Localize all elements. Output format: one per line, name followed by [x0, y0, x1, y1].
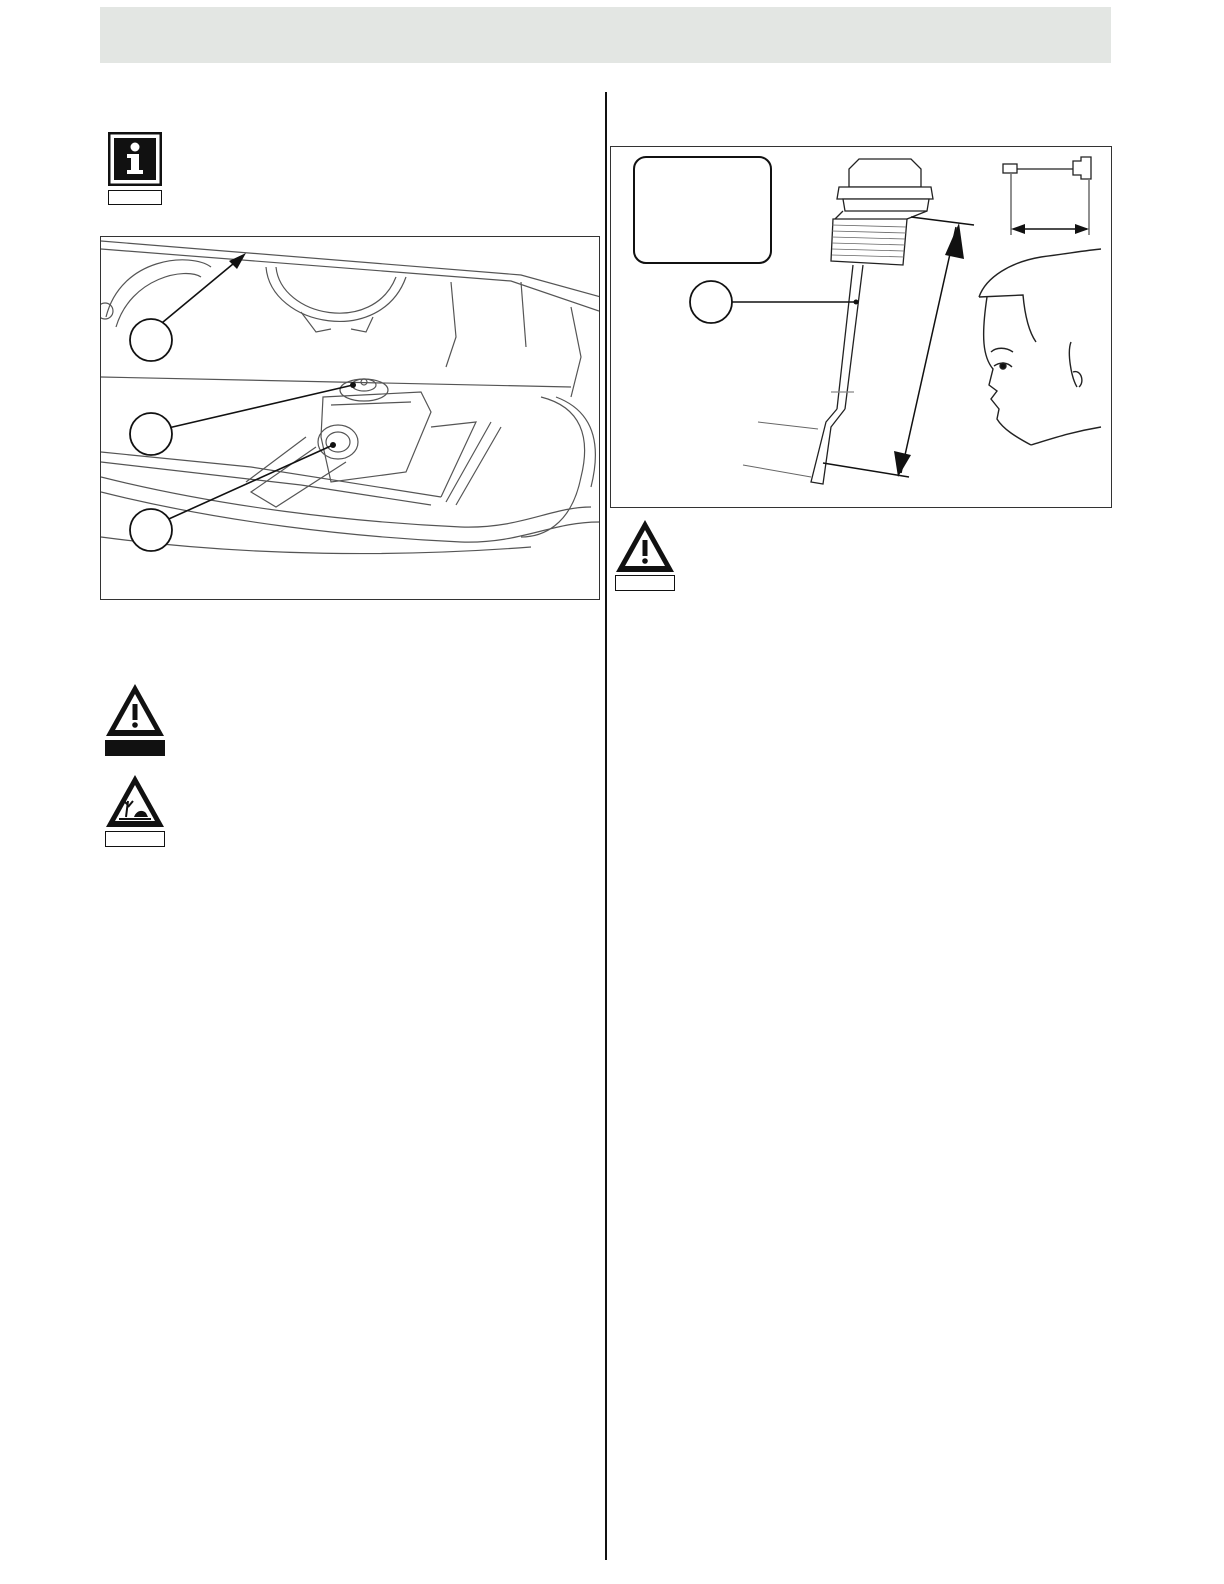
callout-dipstick	[690, 281, 732, 323]
callout-3	[130, 509, 172, 551]
caution-notice-label	[615, 575, 675, 591]
environment-notice-label	[105, 831, 165, 847]
column-divider	[605, 92, 607, 1560]
figure-note-box	[634, 157, 771, 263]
figure-1-illustration	[100, 236, 600, 600]
caution-icon	[614, 518, 676, 574]
figure-2-illustration	[610, 146, 1112, 508]
callout-2	[130, 413, 172, 455]
warning-notice-label	[105, 740, 165, 756]
info-icon	[108, 132, 162, 186]
page-header-bar	[100, 7, 1111, 63]
callout-1	[130, 319, 172, 361]
environment-hazard-icon	[104, 773, 166, 829]
info-notice-label	[108, 190, 162, 205]
warning-icon	[104, 682, 166, 738]
